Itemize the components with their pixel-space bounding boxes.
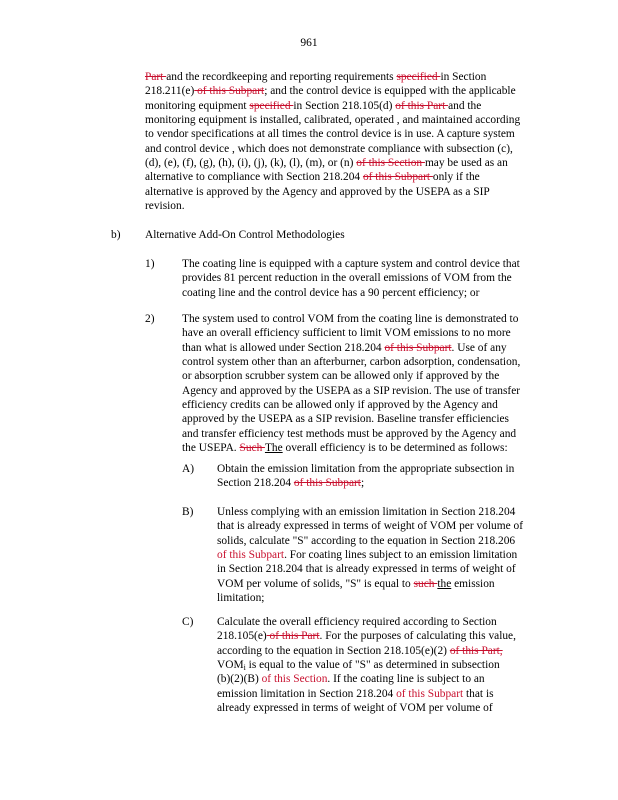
text-run: and transfer efficiency test methods must be approved by the Agency and [182,427,517,440]
text-run: . If the coating line is subject to an [327,673,485,686]
text-run: than what is allowed under Section 218.204 [182,341,385,354]
deleted-text: Such [239,442,265,455]
deleted-text: of this Subpart [194,85,265,98]
deleted-text: of this Section [356,157,425,170]
text-line [182,369,520,383]
text-run: Obtain the emission limitation from the appropriate subsection in [217,463,515,475]
subitem-c-label: C) [182,616,194,628]
text-line [217,476,514,490]
inserted-text: of this Subpart [217,549,285,562]
item-2-label: 2) [145,313,155,325]
deleted-text: of this Subpart [362,171,433,184]
intro-paragraph [145,70,520,213]
text-run: Calculate the overall efficiency required according to Section [217,616,497,628]
text-line [145,156,520,170]
text-run: revision. [145,200,185,213]
text-line [182,412,520,426]
text-line [145,199,520,213]
text-run: 218.105(e) [217,630,267,643]
text-run: The coating line is equipped with a capture system and control device that [182,258,520,270]
text-run: in Section 218.204 that is already expressed in terms of weight of [217,563,516,576]
inserted-text: The [264,442,283,455]
text-line [217,462,514,476]
item-1-text [182,257,520,300]
text-line [182,341,520,355]
text-run: (d), (e), (f), (g), (h), (i), (j), (k), (l), (m), or (n) [145,157,357,170]
text-line [182,257,520,271]
text-line [217,548,523,562]
text-line [182,286,520,300]
text-run: and the [448,99,482,112]
inserted-text: of this Subpart [396,687,464,700]
text-line [217,519,523,533]
text-run: only if the [432,171,480,184]
text-line [182,312,520,326]
text-run: . Use of any [451,341,507,354]
text-run: provides 81 percent reduction in the overall emissions of VOM from the [182,272,512,285]
subitem-c-text [217,615,516,715]
text-line [182,271,520,285]
text-run: that is [463,687,494,700]
inserted-text: of this Section [261,673,328,686]
text-run: solids, calculate "S" according to the equation in Section 218.206 [217,534,516,547]
subitem-a-text [217,462,514,491]
text-line [182,398,520,412]
text-line [182,326,520,340]
text-line [145,113,520,127]
text-line [145,127,520,141]
text-line [217,687,516,701]
deleted-text: specified [396,71,441,83]
text-run: ; and the control device is equipped with the applicable [264,85,516,98]
text-run: have an overall efficiency sufficient to limit VOM emissions to no more [182,327,511,340]
text-run: emission limitation in Section 218.204 [217,687,397,700]
text-line [217,644,516,658]
text-run: monitoring equipment [145,99,250,112]
deleted-text: of this Part, [449,644,503,657]
text-line [182,384,520,398]
text-line [217,591,523,605]
subitem-b-text [217,505,523,605]
page-number: 961 [300,37,318,49]
text-line [217,505,523,519]
text-run: The system used to control VOM from the coating line is demonstrated to [182,313,519,325]
text-line [182,441,520,455]
text-run: approved by the USEPA as a SIP revision. Baseline transfer efficiencies [182,413,509,426]
text-run: may be used as an [424,157,508,170]
deleted-text: such [413,577,438,590]
text-line [145,70,520,84]
text-run: alternative to compliance with Section 218.204 [145,171,363,184]
section-b-label: b) [111,229,121,241]
deleted-text: Part [145,71,167,83]
text-line [145,185,520,199]
text-run: efficiency credits can be allowed only if approved by the Agency and [182,399,498,412]
text-line [145,142,520,156]
deleted-text: of this Part [395,99,449,112]
text-run: VOM [217,659,244,672]
text-run: that is already expressed in terms of weight of VOM per volume of [217,520,523,533]
text-run: in Section 218.105(d) [293,99,396,112]
text-run: emission [451,577,495,590]
text-run: (b)(2)(B) [217,673,262,686]
item-2-text [182,312,520,455]
text-run: monitoring equipment is installed, calibrated, operated , and maintained according [145,114,521,127]
text-run: overall efficiency is to be determined as follows: [282,442,508,455]
text-run: VOM per volume of solids, "S" is equal to [217,577,414,590]
text-line [217,562,523,576]
text-line [217,672,516,686]
text-run: and control device , which does not demonstrate compliance with subsection (c), [145,142,513,155]
text-line [182,427,520,441]
section-b-heading: Alternative Add-On Control Methodologies [145,229,345,241]
deleted-text: of this Part [266,630,320,643]
deleted-text: of this Subpart [293,477,361,490]
text-line [145,84,520,98]
text-run: limitation; [217,592,265,605]
text-run: already expressed in terms of weight of VOM per volume of [217,702,493,715]
text-line [217,534,523,548]
subitem-b-label: B) [182,506,194,518]
text-run: i [243,663,246,673]
text-run: according to the equation in Section 218.105(e)(2) [217,644,450,657]
text-run: or absorption scrubber system can be allowed only if approved by the [182,370,500,383]
text-run: the USEPA. [182,442,240,455]
item-1-label: 1) [145,258,155,270]
text-run: . For coating lines subject to an emission limitation [284,549,518,562]
text-line [217,615,516,629]
text-run: ; [360,477,365,490]
text-line [145,99,520,113]
text-line [217,629,516,643]
text-line [182,355,520,369]
text-run: is equal to the value of "S" as determined in subsection [245,659,500,672]
subitem-a-label: A) [182,463,195,475]
text-line [145,170,520,184]
text-run: . For the purposes of calculating this value, [319,630,516,643]
text-run: Agency and approved by the USEPA as a SIP revision. The use of transfer [182,384,521,397]
text-line [217,577,523,591]
text-run: control system other than an afterburner, carbon adsorption, condensation, [182,356,521,369]
text-run: in Section [440,71,487,83]
text-run: Section 218.204 [217,477,294,490]
inserted-text: the [437,577,452,590]
deleted-text: of this Subpart [384,341,452,354]
text-run: Unless complying with an emission limitation in Section 218.204 [217,506,516,518]
text-run: 218.211(e) [145,85,195,98]
text-line [217,658,516,672]
text-run: alternative is approved by the Agency and approved by the USEPA as a SIP [145,185,490,198]
text-run: to vendor specifications at all times the control device is in use. A capture system [145,128,515,141]
text-run: coating line and the control device has a 90 percent efficiency; or [182,286,480,299]
text-line [217,701,516,715]
deleted-text: specified [249,99,294,112]
text-run: and the recordkeeping and reporting requirements [166,71,397,83]
